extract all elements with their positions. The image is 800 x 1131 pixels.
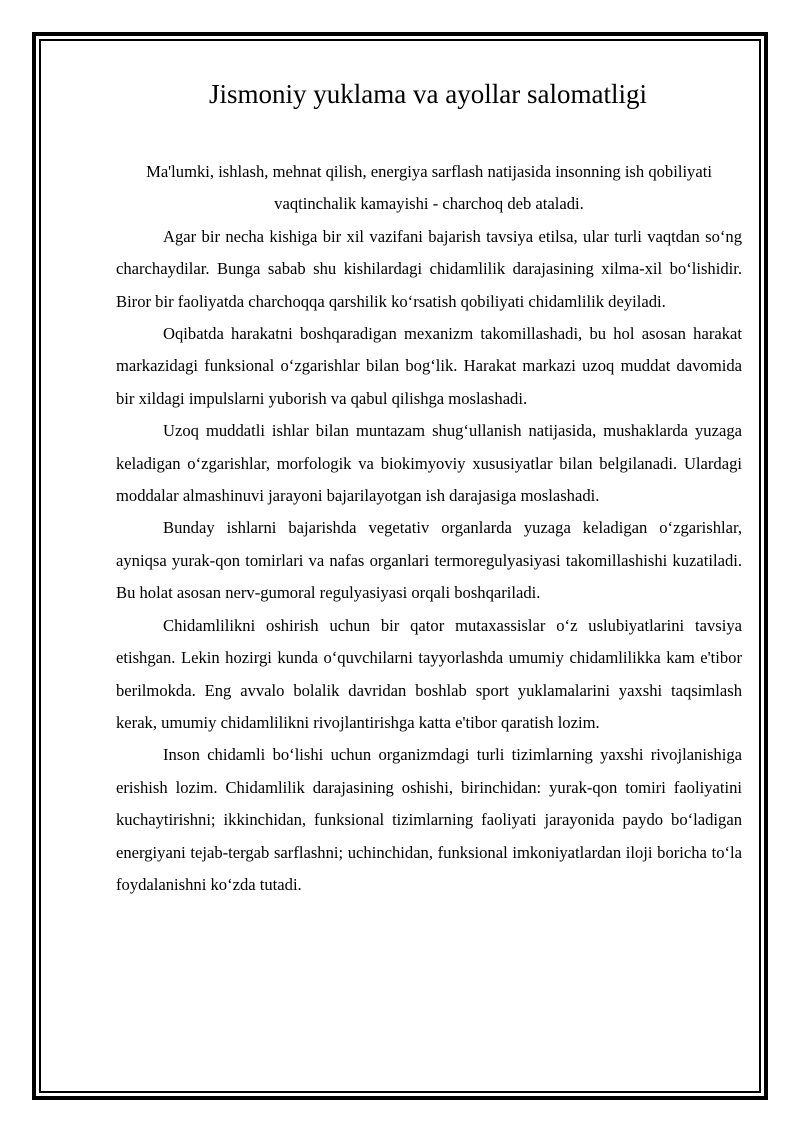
body-paragraph-3: Uzoq muddatli ishlar bilan muntazam shug‘ullanish natijasida, mushaklarda yuzaga keladigan o‘zgarishlar, morfologik va biokimyoviy xususiyatlar bilan belgilanadi. Ulardagi moddalar almashinuvi jarayoni bajarilayotgan ish darajasiga moslashadi.	[116, 421, 742, 506]
body-paragraph-1: Agar bir necha kishiga bir xil vazifani bajarish tavsiya etilsa, ular turli vaqtdan so‘ng charchaydilar. Bunga sabab shu kishilardagi chidamlilik darajasining xilma-xil bo‘lishidir. Biror bir faoliyatda charchoqqa qarshilik ko‘rsatish qobiliyati chidamlilik deyiladi.	[116, 226, 742, 311]
body-paragraph-4: Bunday ishlarni bajarishda vegetativ organlarda yuzaga keladigan o‘zgarishlar, ayniqsa yurak-qon tomirlari va nafas organlari termoregulyasiyasi takomillashishi kuzatiladi. Bu holat asosan nerv-gumoral regulyasiyasi orqali boshqariladi.	[116, 518, 742, 603]
body-paragraph-2: Oqibatda harakatni boshqaradigan mexanizm takomillashadi, bu hol asosan harakat markazidagi funksional o‘zgarishlar bilan bog‘lik. Harakat markazi uzoq muddat davomida bir xildagi impulslarni yuborish va qabul qilishga moslashadi.	[116, 324, 742, 408]
body-paragraph-5: Chidamlilikni oshirish uchun bir qator mutaxassislar o‘z uslubiyatlarini tavsiya etishgan. Lekin hozirgi kunda o‘quvchilarni tayyorlashda umumiy chidamlilikka kam e'tibor berilmokda. Eng avvalo bolalik davridan boshlab sport yuklamalarini yaxshi taqsimlash kerak, umumiy chidamlilikni rivojlantirishga katta e'tibor qaratish lozim.	[116, 615, 742, 732]
document-title: Jismoniy yuklama va ayollar salomatligi	[209, 79, 647, 109]
intro-paragraph: Ma'lumki, ishlash, mehnat qilish, energiya sarflash natijasida insonning ish qobiliyati vaqtinchalik kamayishi - charchoq deb ataladi.	[146, 162, 712, 214]
body-paragraph-6: Inson chidamli bo‘lishi uchun organizmdagi turli tizimlarning yaxshi rivojlanishiga erishish lozim. Chidamlilik darajasining oshishi, birinchidan: yurak-qon tomiri faoliyatini kuchaytirishni; ikkinchidan, funksional tizimlarning faoliyati jarayonida paydo bo‘ladigan energiyani tejab-tergab sarflashni; uchinchidan, funksional imkoniyatlardan iloji boricha to‘la foydalanishni ko‘zda tutadi.	[116, 745, 742, 894]
document-body	[116, 156, 742, 901]
